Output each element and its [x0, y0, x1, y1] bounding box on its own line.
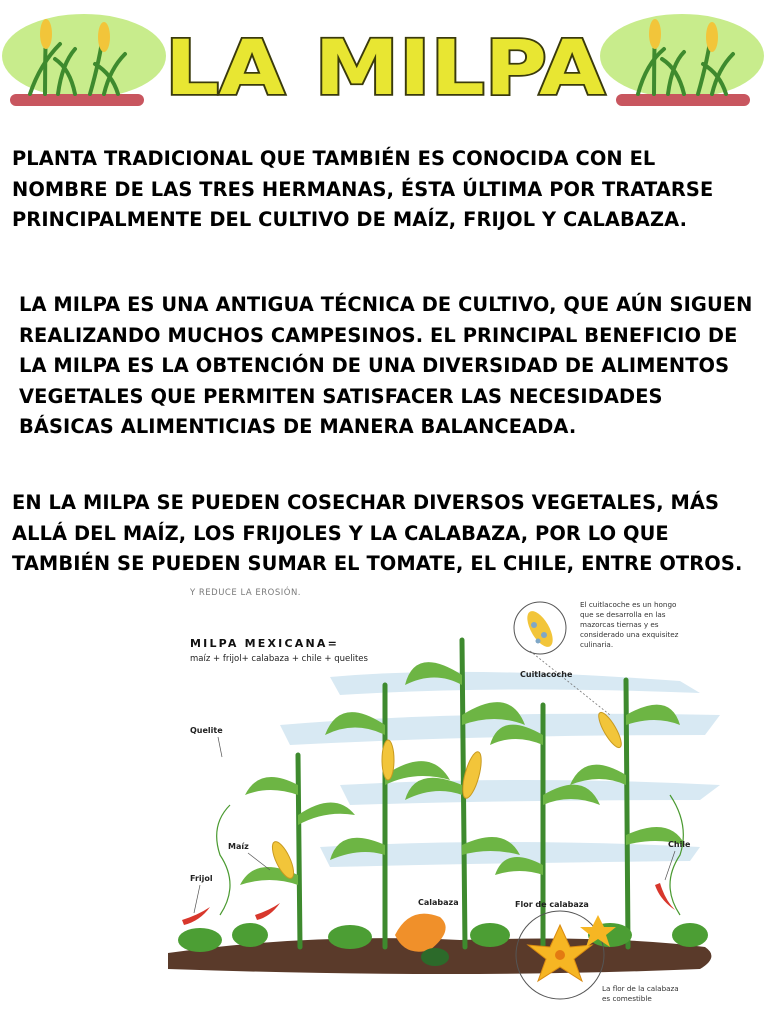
label-flor-calabaza: Flor de calabaza — [515, 900, 589, 909]
paragraph-technique: LA MILPA ES UNA ANTIGUA TÉCNICA DE CULTIVO, QUE AÚN SIGUEN REALIZANDO MUCHOS CAMPESINOS. EL PRINCIPAL BENEFICIO DE LA MILPA ES LA OBTENCIÓN DE UNA DIVERSIDAD DE ALIMENTOS VEGETALES QUE PERMITEN SATISFACER LAS NECESIDADES BÁSICAS ALIMENTICIAS DE MANERA BALANCEADA. — [19, 293, 753, 438]
infographic-heading: MILPA MEXICANA= — [190, 637, 339, 650]
label-quelite: Quelite — [190, 726, 223, 735]
watermelon-icon — [421, 948, 449, 966]
svg-text:El cuitlacoche es un hongo: El cuitlacoche es un hongo — [580, 600, 677, 609]
label-calabaza: Calabaza — [418, 898, 459, 907]
milpa-infographic — [160, 585, 740, 1017]
page-title-text: LA MILPA — [165, 23, 606, 110]
label-cuitlacoche: Cuitlacoche — [520, 670, 573, 679]
corn-planter-left-icon — [0, 4, 168, 108]
top-caption: Y REDUCE LA EROSIÓN. — [190, 588, 302, 598]
paragraph-intro: PLANTA TRADICIONAL QUE TAMBIÉN ES CONOCIDA CON EL NOMBRE DE LAS TRES HERMANAS, ÉSTA ÚLTIMA POR TRATARSE PRINCIPALMENTE DEL CULTIVO DE MAÍZ, FRIJOL Y CALABAZA. — [12, 147, 714, 231]
svg-text:La flor de la calabaza: La flor de la calabaza — [602, 984, 679, 993]
note-cuitlacoche — [580, 600, 679, 649]
svg-text:mazorcas tiernas y es: mazorcas tiernas y es — [580, 620, 659, 629]
svg-text:que se desarrolla en las: que se desarrolla en las — [580, 610, 666, 619]
page-title — [160, 22, 610, 110]
label-frijol: Frijol — [190, 874, 213, 883]
infographic-subheading: maíz + frijol+ calabaza + chile + quelites — [190, 654, 368, 664]
svg-text:es comestible: es comestible — [602, 994, 652, 1003]
label-maiz: Maíz — [228, 842, 249, 851]
svg-text:considerado una exquisitez: considerado una exquisitez — [580, 630, 679, 639]
label-chile: Chile — [668, 840, 691, 849]
corn-planter-right-icon — [598, 4, 766, 108]
paragraph-harvest: EN LA MILPA SE PUEDEN COSECHAR DIVERSOS VEGETALES, MÁS ALLÁ DEL MAÍZ, LOS FRIJOLES Y LA CALABAZA, POR LO QUE TAMBIÉN SE PUEDEN SUMAR EL TOMATE, EL CHILE, ENTRE OTROS. — [12, 491, 743, 575]
svg-text:culinaria.: culinaria. — [580, 640, 614, 649]
note-flor — [602, 984, 679, 1003]
